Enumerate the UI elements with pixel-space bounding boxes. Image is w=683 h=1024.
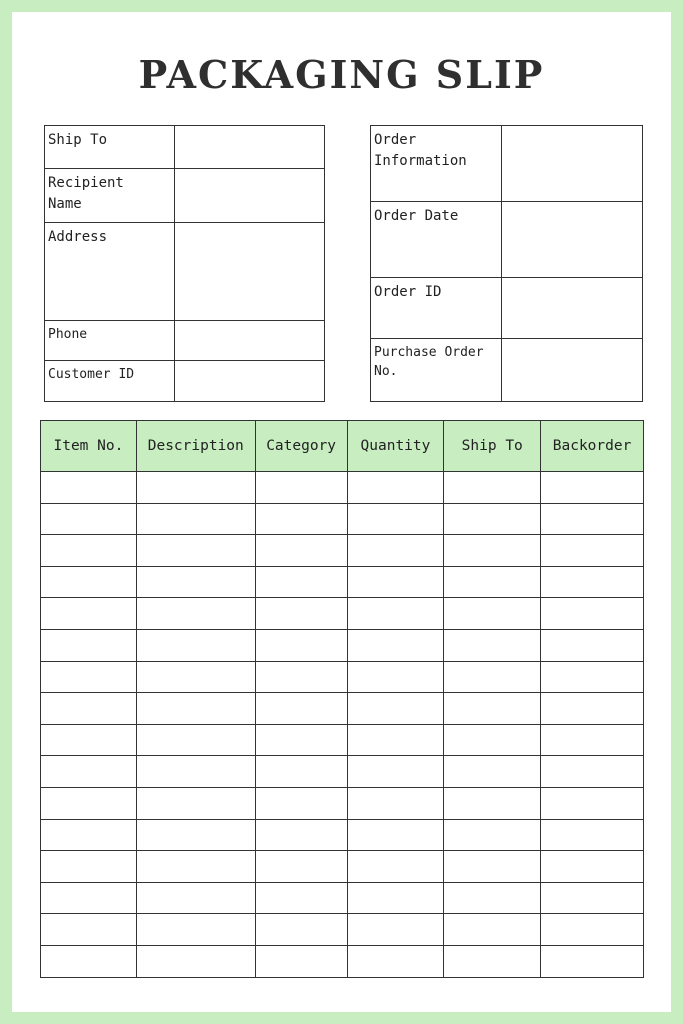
table-cell[interactable] <box>347 472 444 504</box>
header-category: Category <box>255 421 347 472</box>
table-cell[interactable] <box>255 503 347 535</box>
table-cell[interactable] <box>136 629 255 661</box>
table-row <box>41 535 644 567</box>
table-row <box>41 693 644 725</box>
table-cell[interactable] <box>541 724 644 756</box>
table-row <box>41 629 644 661</box>
table-cell[interactable] <box>255 882 347 914</box>
table-cell[interactable] <box>444 851 541 883</box>
header-quantity: Quantity <box>347 421 444 472</box>
customer-id-label: Customer ID <box>45 361 175 402</box>
table-cell[interactable] <box>136 724 255 756</box>
table-cell[interactable] <box>444 819 541 851</box>
table-row <box>41 819 644 851</box>
header-ship-to: Ship To <box>444 421 541 472</box>
customer-id-field[interactable] <box>174 361 324 402</box>
ship-to-field[interactable] <box>174 126 324 169</box>
table-cell[interactable] <box>136 566 255 598</box>
table-row <box>41 756 644 788</box>
table-cell[interactable] <box>444 914 541 946</box>
table-cell[interactable] <box>255 535 347 567</box>
table-cell[interactable] <box>541 787 644 819</box>
table-cell[interactable] <box>136 787 255 819</box>
table-cell[interactable] <box>347 851 444 883</box>
table-cell[interactable] <box>347 724 444 756</box>
table-cell[interactable] <box>444 787 541 819</box>
table-cell[interactable] <box>255 819 347 851</box>
table-cell[interactable] <box>541 914 644 946</box>
table-cell[interactable] <box>136 882 255 914</box>
table-cell[interactable] <box>347 661 444 693</box>
recipient-name-field[interactable] <box>174 169 324 223</box>
table-cell[interactable] <box>136 598 255 630</box>
table-cell[interactable] <box>347 945 444 977</box>
table-cell[interactable] <box>541 945 644 977</box>
order-id-field[interactable] <box>501 278 642 339</box>
order-information-label: Order Information <box>371 126 502 202</box>
table-row <box>41 914 644 946</box>
header-item-no: Item No. <box>41 421 137 472</box>
phone-label: Phone <box>45 321 175 361</box>
table-cell[interactable] <box>347 598 444 630</box>
table-cell[interactable] <box>41 472 137 504</box>
table-cell[interactable] <box>541 535 644 567</box>
items-table-body <box>41 472 644 978</box>
order-information-field[interactable] <box>501 126 642 202</box>
table-cell[interactable] <box>255 724 347 756</box>
table-cell[interactable] <box>255 787 347 819</box>
table-cell[interactable] <box>541 472 644 504</box>
header-description: Description <box>136 421 255 472</box>
ship-to-form <box>44 125 325 402</box>
table-cell[interactable] <box>444 945 541 977</box>
table-cell[interactable] <box>541 629 644 661</box>
table-cell[interactable] <box>255 914 347 946</box>
table-cell[interactable] <box>255 661 347 693</box>
table-cell[interactable] <box>41 851 137 883</box>
table-cell[interactable] <box>347 566 444 598</box>
table-cell[interactable] <box>541 882 644 914</box>
order-info-form <box>370 125 643 402</box>
table-cell[interactable] <box>347 914 444 946</box>
table-cell[interactable] <box>41 819 137 851</box>
table-cell[interactable] <box>41 535 137 567</box>
purchase-order-label: Purchase Order No. <box>371 339 502 402</box>
table-cell[interactable] <box>541 598 644 630</box>
table-cell[interactable] <box>255 693 347 725</box>
table-cell[interactable] <box>541 819 644 851</box>
table-cell[interactable] <box>136 914 255 946</box>
table-cell[interactable] <box>541 503 644 535</box>
table-cell[interactable] <box>255 472 347 504</box>
order-date-label: Order Date <box>371 202 502 278</box>
table-cell[interactable] <box>136 945 255 977</box>
table-cell[interactable] <box>444 661 541 693</box>
table-cell[interactable] <box>136 535 255 567</box>
table-cell[interactable] <box>136 756 255 788</box>
order-date-field[interactable] <box>501 202 642 278</box>
items-table <box>40 420 644 978</box>
table-cell[interactable] <box>347 693 444 725</box>
table-cell[interactable] <box>255 756 347 788</box>
table-cell[interactable] <box>255 629 347 661</box>
table-cell[interactable] <box>347 756 444 788</box>
table-cell[interactable] <box>255 598 347 630</box>
table-cell[interactable] <box>41 914 137 946</box>
table-cell[interactable] <box>444 472 541 504</box>
table-cell[interactable] <box>255 566 347 598</box>
address-label: Address <box>45 223 175 321</box>
table-cell[interactable] <box>41 503 137 535</box>
table-row <box>41 945 644 977</box>
table-cell[interactable] <box>347 629 444 661</box>
table-cell[interactable] <box>136 472 255 504</box>
ship-to-label: Ship To <box>45 126 175 169</box>
table-cell[interactable] <box>444 756 541 788</box>
table-cell[interactable] <box>136 851 255 883</box>
table-cell[interactable] <box>41 693 137 725</box>
table-cell[interactable] <box>347 535 444 567</box>
table-cell[interactable] <box>41 756 137 788</box>
table-cell[interactable] <box>41 629 137 661</box>
table-row <box>41 851 644 883</box>
table-row <box>41 661 644 693</box>
header-backorder: Backorder <box>541 421 644 472</box>
page-title: PACKAGING SLIP <box>138 52 545 97</box>
table-row <box>41 724 644 756</box>
table-cell[interactable] <box>444 693 541 725</box>
table-row <box>41 566 644 598</box>
table-cell[interactable] <box>41 882 137 914</box>
order-id-label: Order ID <box>371 278 502 339</box>
table-row <box>41 503 644 535</box>
table-cell[interactable] <box>41 787 137 819</box>
table-cell[interactable] <box>255 945 347 977</box>
table-cell[interactable] <box>541 566 644 598</box>
table-cell[interactable] <box>136 661 255 693</box>
table-cell[interactable] <box>444 629 541 661</box>
table-cell[interactable] <box>136 819 255 851</box>
table-cell[interactable] <box>41 566 137 598</box>
table-cell[interactable] <box>444 882 541 914</box>
recipient-name-label: Recipient Name <box>45 169 175 223</box>
table-cell[interactable] <box>347 787 444 819</box>
table-cell[interactable] <box>255 851 347 883</box>
table-cell[interactable] <box>41 724 137 756</box>
address-field[interactable] <box>174 223 324 321</box>
table-cell[interactable] <box>444 566 541 598</box>
table-row <box>41 787 644 819</box>
table-cell[interactable] <box>136 503 255 535</box>
table-cell[interactable] <box>347 503 444 535</box>
table-cell[interactable] <box>444 724 541 756</box>
table-cell[interactable] <box>541 661 644 693</box>
table-row <box>41 472 644 504</box>
table-cell[interactable] <box>41 598 137 630</box>
table-cell[interactable] <box>41 945 137 977</box>
table-cell[interactable] <box>136 693 255 725</box>
table-cell[interactable] <box>541 756 644 788</box>
phone-field[interactable] <box>174 321 324 361</box>
table-row <box>41 598 644 630</box>
table-cell[interactable] <box>347 882 444 914</box>
table-cell[interactable] <box>541 693 644 725</box>
table-cell[interactable] <box>347 819 444 851</box>
table-cell[interactable] <box>444 598 541 630</box>
table-cell[interactable] <box>41 661 137 693</box>
table-row <box>41 882 644 914</box>
table-cell[interactable] <box>444 503 541 535</box>
purchase-order-field[interactable] <box>501 339 642 402</box>
table-cell[interactable] <box>444 535 541 567</box>
table-cell[interactable] <box>541 851 644 883</box>
